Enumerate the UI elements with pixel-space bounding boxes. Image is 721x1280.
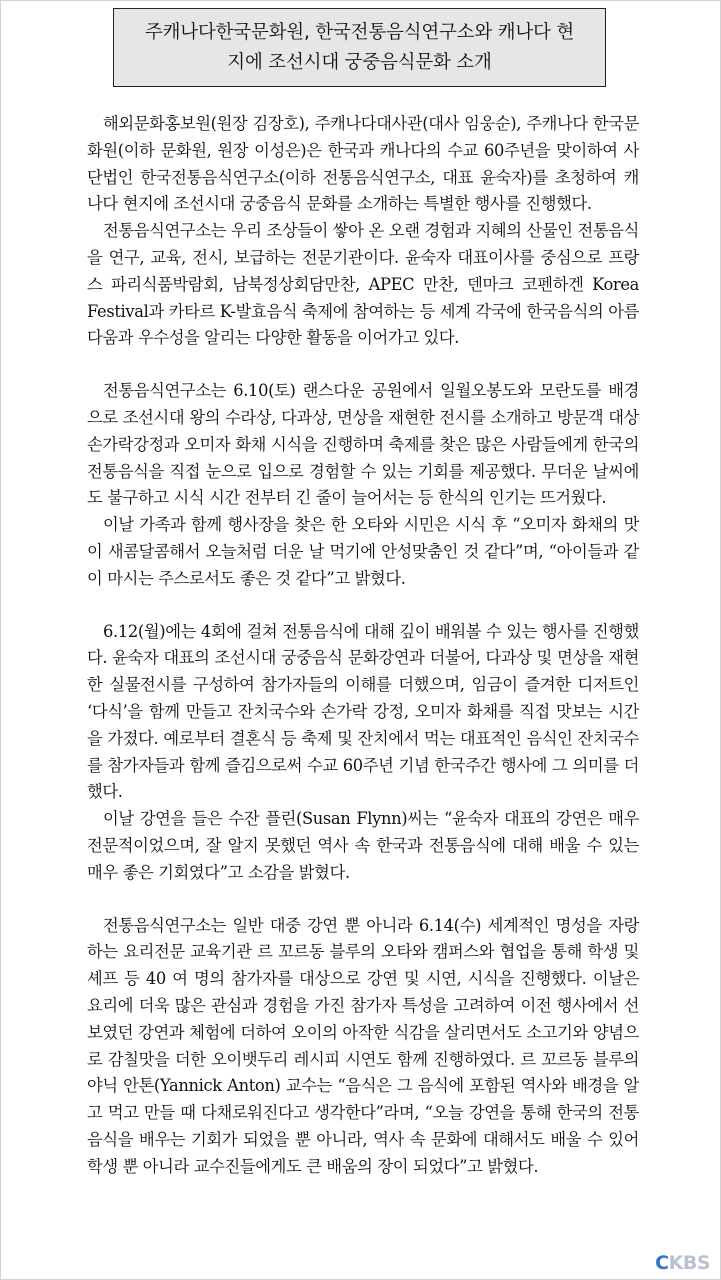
paragraph-june-14: 전통음식연구소는 일반 대중 강연 뿐 아니라 6.14(수) 세계적인 명성을 자랑하는 요리전문 교육기관 르 꼬르동 블루의 오타와 캠퍼스와 협업을 통해 학생 및 셰프 등 40 여 명의 참가자를 대상으로 강연 및 시연, 시식을 진행했다. 이날은 요리에 더욱 많은 관심과 경험을 가진 참가자 특성을 고려하여 이전 행사에서 선보였던 강연과 체험에 더하여 오이의 아작한 식감을 살리면서도 소고기와 양념으로 감칠맛을 더한 오이뱃두리 레시피 시연도 함께 진행하였다. 르 꼬르동 블루의 야닉 안톤(Yannick Anton) 교수는 “음식은 그 음식에 포함된 역사와 배경을 알고 먹고 만들 때 다채로워진다고 생각한다”라며, “오늘 강연을 통해 한국의 전통음식을 배우는 기회가 되었을 뿐 아니라, 역사 속 문화에 대해서도 배울 수 있어 학생 뿐 아니라 교수진들에게도 큰 배움의 장이 되었다”고 밝혔다. (87, 915, 639, 1176)
logo-kbs: KBS (668, 1252, 710, 1274)
paragraph-june-12: 6.12(월)에는 4회에 걸쳐 전통음식에 대해 깊이 배워볼 수 있는 행사를 진행했다. 윤숙자 대표의 조선시대 궁중음식 문화강연과 더불어, 다과상 및 면상을 재현한 실물전시를 구성하여 참가자들의 이해를 더했으며, 임금이 즐겨한 디저트인 ‘다식’을 함께 만들고 잔치국수와 손가락 강정, 오미자 화채를 직접 맛보는 시간을 가졌다. 예로부터 결혼식 등 축제 및 잔치에서 먹는 대표적인 음식인 잔치국수를 참가자들과 함께 즐김으로써 수교 60주년 기념 한국주간 행사에 그 의미를 더했다. (87, 621, 639, 802)
logo-c: C (655, 1252, 669, 1274)
broadcaster-logo (655, 1251, 710, 1275)
headline-line-2: 지에 조선시대 궁중음식문화 소개 (227, 51, 492, 73)
headline-box (113, 8, 606, 87)
paragraph-citizen-quote: 이날 가족과 함께 행사장을 찾은 한 오타와 시민은 시식 후 “오미자 화채의 맛이 새콤달콤해서 오늘처럼 더운 날 먹기에 안성맞춤인 것 같다”며, “아이들과 같이 마시는 주스로서도 좋은 것 같다”고 밝혔다. (87, 515, 639, 588)
paragraph-june-10: 전통음식연구소는 6.10(토) 랜스다운 공원에서 일월오봉도와 모란도를 배경으로 조선시대 왕의 수라상, 다과상, 면상을 재현한 전시를 소개하고 방문객 대상 손가락강정과 오미자 화채 시식을 진행하며 축제를 찾은 많은 사람들에게 한국의 전통음식을 직접 눈으로 입으로 경험할 수 있는 기회를 제공했다. 무더운 날씨에도 불구하고 시식 시간 전부터 긴 줄이 늘어서는 등 한식의 인기는 뜨거웠다. (87, 381, 639, 508)
article-body (87, 111, 639, 1180)
paragraph-institute: 전통음식연구소는 우리 조상들이 쌓아 온 오랜 경험과 지혜의 산물인 전통음식을 연구, 교육, 전시, 보급하는 전문기관이다. 윤숙자 대표이사를 중심으로 프랑스 파리식품박람회, 남북정상회담만찬, APEC 만찬, 덴마크 코펜하겐 Korea Festival과 카타르 K-발효음식 축제에 참여하는 등 세계 각국에 한국음식의 아름다움과 우수성을 알리는 다양한 활동을 이어가고 있다. (87, 221, 639, 348)
headline-line-1: 주캐나다한국문화원, 한국전통음식연구소와 캐나다 현 (144, 21, 575, 43)
paragraph-susan-quote: 이날 강연을 들은 수잔 플린(Susan Flynn)씨는 “윤숙자 대표의 강연은 매우 전문적이었으며, 잘 알지 못했던 역사 속 한국과 전통음식에 대해 배울 수 있는 매우 좋은 기회였다”고 소감을 밝혔다. (87, 809, 639, 882)
paragraph-intro: 해외문화홍보원(원장 김장호), 주캐나다대사관(대사 임웅순), 주캐나다 한국문화원(이하 문화원, 원장 이성은)은 한국과 캐나다의 수교 60주년을 맞이하여 사단법인 한국전통음식연구소(이하 전통음식연구소, 대표 윤숙자)를 초청하여 캐나다 현지에 조선시대 궁중음식 문화를 소개하는 특별한 행사를 진행했다. (87, 114, 639, 214)
